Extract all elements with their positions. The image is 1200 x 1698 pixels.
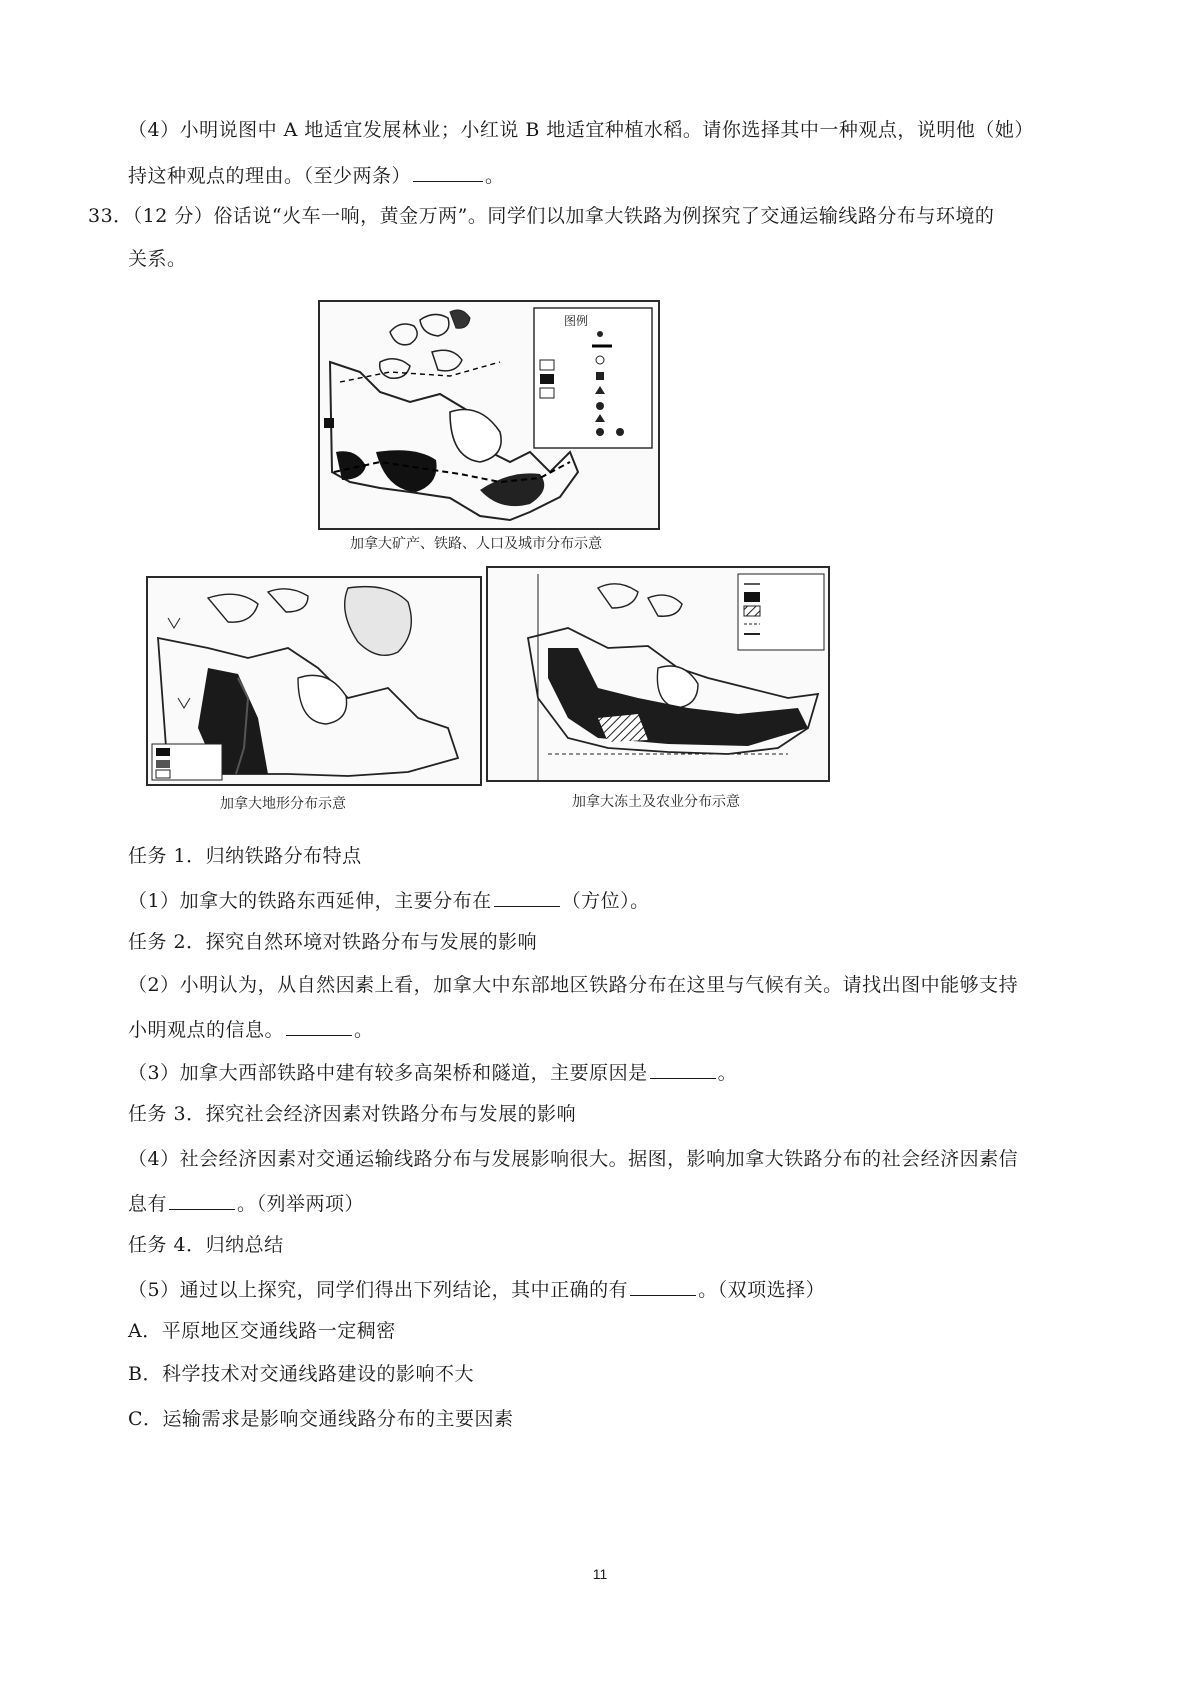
answer-blank[interactable] bbox=[413, 161, 483, 182]
canada-map-2-drawing bbox=[148, 578, 480, 784]
answer-blank[interactable] bbox=[630, 1275, 696, 1296]
task2-heading: 任务 2．探究自然环境对铁路分布与发展的影响 bbox=[128, 931, 538, 953]
map1-caption: 加拿大矿产、铁路、人口及城市分布示意 bbox=[350, 536, 602, 552]
q33-3-text: （3）加拿大西部铁路中建有较多高架桥和隧道，主要原因是 bbox=[128, 1062, 648, 1084]
task3-heading: 任务 3．探究社会经济因素对铁路分布与发展的影响 bbox=[128, 1103, 577, 1125]
canada-terrain-map bbox=[146, 576, 482, 786]
q33-5 bbox=[128, 1275, 825, 1303]
q33-2-text: 小明观点的信息。 bbox=[128, 1019, 285, 1041]
option-a[interactable]: A．平原地区交通线路一定稠密 bbox=[128, 1320, 396, 1342]
answer-blank[interactable] bbox=[494, 886, 560, 907]
canada-map-3-drawing bbox=[488, 568, 828, 780]
task1-heading: 任务 1．归纳铁路分布特点 bbox=[128, 845, 362, 867]
q33-4-line1: （4）社会经济因素对交通运输线路分布与发展影响很大。据图，影响加拿大铁路分布的社会经济因素信 bbox=[128, 1148, 1019, 1170]
page-number: 11 bbox=[592, 1566, 608, 1582]
q33-1-end: （方位）。 bbox=[561, 890, 650, 912]
q33-3-end: 。 bbox=[717, 1062, 738, 1084]
q32-4-line2 bbox=[128, 161, 505, 189]
q33-1 bbox=[128, 886, 650, 914]
map3-caption: 加拿大冻土及农业分布示意 bbox=[572, 794, 740, 810]
q33-5-text: （5）通过以上探究，同学们得出下列结论，其中正确的有 bbox=[128, 1279, 629, 1301]
q33-3 bbox=[128, 1058, 737, 1086]
canada-permafrost-agriculture-map bbox=[486, 566, 830, 782]
task4-heading: 任务 4．归纳总结 bbox=[128, 1234, 284, 1256]
answer-blank[interactable] bbox=[169, 1189, 235, 1210]
canada-map-1-drawing bbox=[320, 302, 658, 528]
q32-4-line2-end: 。 bbox=[485, 165, 505, 187]
q33-2-line1: （2）小明认为，从自然因素上看，加拿大中东部地区铁路分布在这里与气候有关。请找出图中能够支持 bbox=[128, 974, 1019, 996]
q33-intro-line1: 33．（12 分）俗话说“火车一响，黄金万两”。同学们以加拿大铁路为例探究了交通运输线路分布与环境的 bbox=[88, 205, 995, 227]
q33-intro-line2: 关系。 bbox=[128, 248, 187, 270]
map1-legend-title: 图例 bbox=[564, 314, 589, 328]
q33-4-text: 息有 bbox=[128, 1193, 168, 1215]
q33-4-end: 。（列举两项） bbox=[237, 1193, 365, 1215]
canada-mineral-railway-map bbox=[318, 300, 660, 530]
q33-4-line2 bbox=[128, 1189, 364, 1217]
map2-caption: 加拿大地形分布示意 bbox=[220, 796, 346, 812]
q32-4-line1: （4）小明说图中 A 地适宜发展林业；小红说 B 地适宜种植水稻。请你选择其中一种观点，说明他（她） bbox=[128, 119, 1034, 141]
answer-blank[interactable] bbox=[650, 1058, 716, 1079]
q33-2-line2 bbox=[128, 1015, 374, 1043]
option-c[interactable]: C．运输需求是影响交通线路分布的主要因素 bbox=[128, 1408, 514, 1430]
option-b[interactable]: B．科学技术对交通线路建设的影响不大 bbox=[128, 1363, 474, 1385]
q33-5-end: 。（双项选择） bbox=[698, 1279, 826, 1301]
answer-blank[interactable] bbox=[286, 1015, 352, 1036]
q33-1-text: （1）加拿大的铁路东西延伸，主要分布在 bbox=[128, 890, 492, 912]
q33-2-end: 。 bbox=[354, 1019, 374, 1041]
q32-4-line2-text: 持这种观点的理由。（至少两条） bbox=[128, 165, 412, 187]
